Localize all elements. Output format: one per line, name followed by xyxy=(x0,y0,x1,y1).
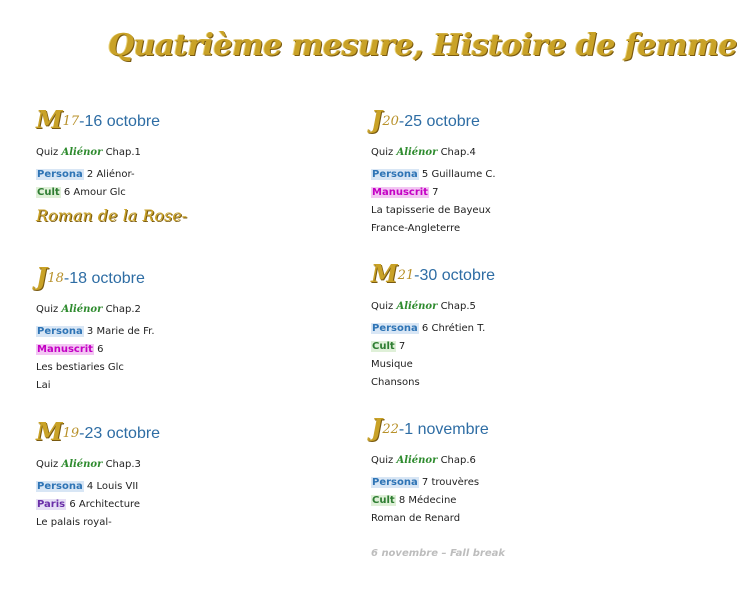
week-heading xyxy=(371,414,601,442)
persona-tag: Persona xyxy=(372,169,418,180)
quiz-line: Quiz Aliénor Chap.3 xyxy=(36,459,141,470)
list-item: Persona 5 Guillaume C. xyxy=(372,169,496,180)
persona-tag: Persona xyxy=(372,323,418,334)
week-dates: -23 octobre xyxy=(79,425,161,442)
list-item: Roman de Renard xyxy=(371,513,461,524)
week-number: 22 xyxy=(382,422,399,437)
list-item: Paris 6 Architecture xyxy=(37,499,141,510)
persona-tag: Persona xyxy=(37,169,83,180)
quiz-line: Quiz Aliénor Chap.4 xyxy=(371,147,476,158)
paris-tag: Paris xyxy=(37,499,66,510)
list-item: Cult 7 xyxy=(372,341,406,352)
list-item: Cult 6 Amour Glc xyxy=(37,187,126,198)
list-item: France-Angleterre xyxy=(371,223,461,234)
list-item: Persona 2 Aliénor- xyxy=(37,169,135,180)
quiz-line: Quiz Aliénor Chap.2 xyxy=(36,304,141,315)
quiz-name: Aliénor xyxy=(396,455,438,466)
week-heading xyxy=(36,418,286,446)
quiz-name: Aliénor xyxy=(61,304,103,315)
week-dates: -18 octobre xyxy=(63,270,145,287)
week-number: 20 xyxy=(382,114,399,129)
week-number: 18 xyxy=(47,271,64,286)
quiz-name: Aliénor xyxy=(396,301,438,312)
quiz-line: Quiz Aliénor Chap.1 xyxy=(36,147,141,158)
week-block-6 xyxy=(371,414,601,528)
cult-tag: Cult xyxy=(37,187,60,198)
fall-break-note: 6 novembre – Fall break xyxy=(371,548,506,559)
manuscrit-tag: Manuscrit xyxy=(372,187,428,198)
list-item: La tapisserie de Bayeux xyxy=(371,205,491,216)
week-block-3 xyxy=(36,418,286,532)
persona-tag: Persona xyxy=(372,477,418,488)
quiz-name: Aliénor xyxy=(61,459,103,470)
week-initial: M xyxy=(36,105,63,134)
list-item: Persona 7 trouvères xyxy=(372,477,480,488)
week-heading xyxy=(36,106,286,134)
week-dates: -1 novembre xyxy=(398,421,489,438)
week-dates: -25 octobre xyxy=(398,113,480,130)
week-initial: J xyxy=(371,413,383,442)
week-heading xyxy=(371,106,601,134)
week-block-5 xyxy=(371,260,601,392)
list-item: Persona 3 Marie de Fr. xyxy=(37,326,155,337)
list-item: Musique xyxy=(371,359,413,370)
week-block-1 xyxy=(36,106,286,230)
week-number: 19 xyxy=(62,426,80,441)
quiz-line: Quiz Aliénor Chap.6 xyxy=(371,455,476,466)
week-dates: -16 octobre xyxy=(79,113,161,130)
week-block-2 xyxy=(36,263,286,395)
week-initial: M xyxy=(371,259,398,288)
persona-tag: Persona xyxy=(37,326,83,337)
cult-tag: Cult xyxy=(372,341,395,352)
cult-tag: Cult xyxy=(372,495,395,506)
week-number: 21 xyxy=(397,268,415,283)
quiz-line: Quiz Aliénor Chap.5 xyxy=(371,301,476,312)
page-title: Quatrième mesure, Histoire de femme xyxy=(108,28,737,63)
decorative-caption: Roman de la Rose- xyxy=(36,206,188,225)
list-item: Manuscrit 7 xyxy=(372,187,439,198)
list-item: Cult 8 Médecine xyxy=(372,495,457,506)
week-dates: -30 octobre xyxy=(414,267,496,284)
list-item: Persona 4 Louis VII xyxy=(37,481,139,492)
manuscrit-tag: Manuscrit xyxy=(37,344,93,355)
persona-tag: Persona xyxy=(37,481,83,492)
week-heading xyxy=(36,263,286,291)
list-item: Le palais royal- xyxy=(36,517,112,528)
week-number: 17 xyxy=(62,114,80,129)
list-item: Manuscrit 6 xyxy=(37,344,104,355)
week-initial: M xyxy=(36,417,63,446)
list-item: Les bestiaries Glc xyxy=(36,362,124,373)
list-item: Chansons xyxy=(371,377,420,388)
quiz-name: Aliénor xyxy=(396,147,438,158)
week-block-4 xyxy=(371,106,601,238)
quiz-name: Aliénor xyxy=(61,147,103,158)
list-item: Lai xyxy=(36,380,51,391)
week-initial: J xyxy=(36,262,48,291)
list-item: Persona 6 Chrétien T. xyxy=(372,323,486,334)
week-initial: J xyxy=(371,105,383,134)
week-heading xyxy=(371,260,601,288)
